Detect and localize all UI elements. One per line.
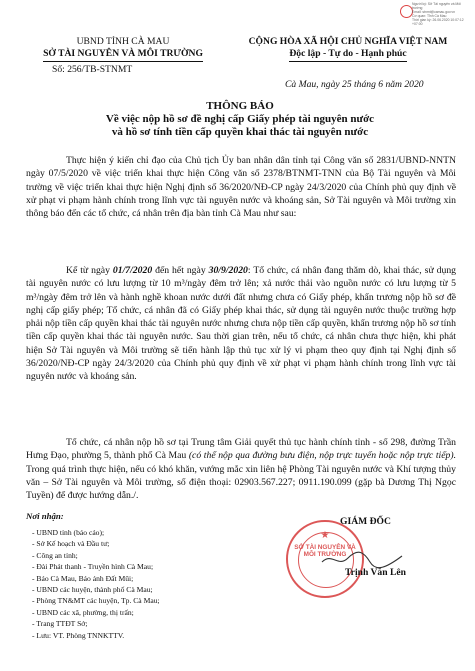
title-line-3: và hồ sơ tính tiền cấp quyền khai thác tài nguyên nước [111, 125, 369, 138]
body-paragraph-3 [26, 436, 456, 502]
national-motto [232, 36, 464, 62]
recipient-item: - Lưu: VT. Phòng TNNKTTV. [32, 630, 125, 640]
signer-title: GIÁM ĐỐC [340, 516, 391, 527]
recipient-item: - Công an tỉnh; [32, 550, 78, 560]
recipient-item: - UBND các huyện, thành phố Cà Mau; [32, 585, 153, 595]
recipient-item: - UBND tỉnh (báo cáo); [32, 528, 105, 537]
recipient-item: - UBND các xã, phường, thị trấn; [32, 607, 134, 617]
document-title [60, 100, 420, 138]
recipient-item: - Báo Cà Mau, Báo ảnh Đất Mũi; [32, 573, 134, 583]
document-date: Cà Mau, ngày 25 tháng 6 năm 2020 [285, 79, 424, 90]
nation-line-2: Độc lập - Tự do - Hạnh phúc [289, 48, 406, 62]
paragraph-text: Thực hiện ý kiến chỉ đạo của Chủ tịch Ủy ban nhân dân tỉnh tại Công văn số 2831/UBND-NNTN ngày 07/5/2020 về việc triển khai thực hiện Công văn số 2378/BTNMT-TNN của Bộ Tài nguyên và Môi trường về việc triển khai thực hiện Nghị định số 36/2020/NĐ-CP ngày 24/3/2020 của Chính phủ quy định về xử phạt vi phạm hành chính trong lĩnh vực tài nguyên nước và khoáng sản, Sở Tài nguyên và Môi trường xin thông báo đến các tổ chức, cá nhân trên địa bàn tỉnh Cà Mau như sau: [26, 155, 456, 220]
recipients-list [32, 527, 242, 641]
end-date: 30/9/2020 [208, 265, 248, 276]
paragraph-mid: đến hết ngày [152, 265, 209, 276]
start-date: 01/7/2020 [112, 265, 153, 276]
body-paragraph-2 [26, 264, 456, 384]
paragraph-rest: Trong quá trình thực hiện, nếu có khó khăn, vướng mắc xin liên hệ Phòng Tài nguyên nước và Khí tượng thủy văn – Sở Tài nguyên và Môi trường, số điện thoại: 02903.567.227; 0911.190.099 (gặp bà Dương Thị Ngọc Tuyền) để được hướng dẫn./. [26, 463, 456, 502]
paragraph-lead: Kể từ ngày [66, 265, 113, 276]
title-line-1: THÔNG BÁO [206, 100, 274, 112]
title-line-2: Về việc nộp hồ sơ đề nghị cấp Giấy phép tài nguyên nước [105, 112, 375, 125]
signature-info-line: Thời gian ký: 26.06.2020 10:07:12 +07:00 [412, 17, 464, 26]
digital-signature-info [412, 3, 472, 26]
signature-info-line: Email: stnmt@camau.gov.vn [412, 9, 455, 14]
recipient-item: - Phòng TN&MT các huyện, Tp. Cà Mau; [32, 596, 160, 606]
star-icon: ★ [320, 530, 330, 541]
paragraph-rest: : Tổ chức, cá nhân đang thăm dò, khai thác, sử dụng tài nguyên nước có lưu lượng từ 10 m³/ngày đêm trở lên; xả nước thải vào nguồn nước có lưu lượng từ 5 m³/ngày đêm trở lên và hành nghề khoan nước dưới đất nhưng chưa có Giấy phép, khẩn trương nộp hồ sơ đề nghị cấp giấy phép; Tổ chức, cá nhân đã có Giấy phép khai thác, sử dụng tài nguyên nước thuộc trường hợp phải nộp tiền cấp quyền khai thác tài nguyên nước nhưng chưa nộp tiền cấp quyền, khẩn trương nộp hồ sơ tính tiền cấp quyền khai thác tài nguyên nước. Sau thời gian trên, nếu tổ chức, cá nhân chưa thực hiện, khi phát hiện Sở Tài nguyên và Môi trường sẽ tiến hành lập thủ tục xử lý vi phạm theo quy định tại Nghị định số 36/2020/NĐ-CP ngày 24/3/2020 của Chính phủ quy định về xử phạt vi phạm hành chính trong lĩnh vực tài nguyên nước và khoáng sản. [26, 265, 457, 383]
issuing-organization [18, 36, 228, 62]
recipient-item: - Trang TTĐT Sở; [32, 619, 88, 629]
org-line-1: UBND TỈNH CÀ MAU [76, 36, 170, 47]
paragraph-lead: Tổ chức, cá nhân nộp hồ sơ tại Trung tâm Giải quyết thủ tục hành chính tỉnh - số 298, đường Trần Hưng Đạo, phường 5, thành phố Cà Mau [26, 437, 456, 462]
signer-name: Trịnh Văn Lên [345, 567, 406, 578]
document-number: Số: 256/TB-STNMT [52, 64, 133, 75]
nation-line-1: CỘNG HÒA XÃ HỘI CHỦ NGHĨA VIỆT NAM [248, 36, 448, 47]
org-line-2: SỞ TÀI NGUYÊN VÀ MÔI TRƯỜNG [43, 48, 203, 62]
signature-info-line: Cơ quan: Tỉnh Cà Mau [412, 13, 447, 18]
signature-info-line: Người ký: Sở Tài nguyên và Môi trường [412, 2, 461, 10]
recipient-item: - Đài Phát thanh - Truyền hình Cà Mau; [32, 562, 154, 572]
submission-methods: (có thể nộp qua đường bưu điện, nộp trực tuyến hoặc nộp trực tiếp). [188, 450, 456, 462]
stamp-text: SỞ TÀI NGUYÊN VÀ MÔI TRƯỜNG [294, 544, 356, 559]
recipients-heading: Nơi nhận: [26, 511, 64, 521]
body-paragraph-1 [26, 154, 456, 220]
recipient-item: - Sở Kế hoạch và Đầu tư; [32, 539, 110, 549]
